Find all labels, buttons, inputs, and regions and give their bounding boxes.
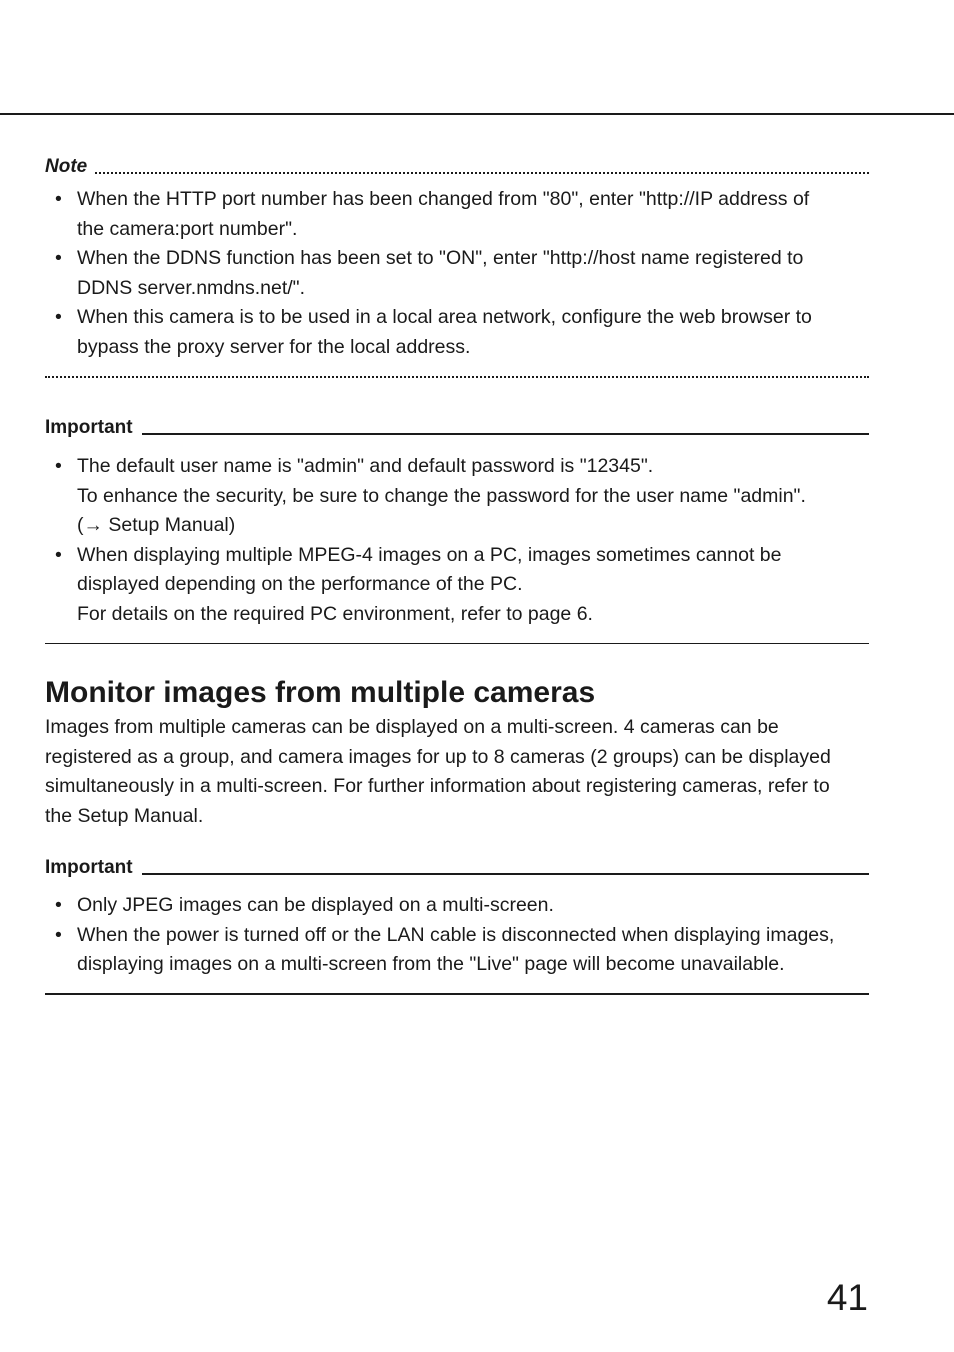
important-header [45, 415, 869, 441]
section-body-line: the Setup Manual. [45, 804, 204, 827]
important-item-line: When displaying multiple MPEG-4 images on a PC, images sometimes cannot be [77, 543, 782, 566]
important-rule [142, 433, 869, 435]
important-item-line: The default user name is "admin" and default password is "12345". [77, 455, 654, 477]
bullet-icon: • [55, 923, 62, 946]
note-header [45, 154, 869, 180]
important-item-line: For details on the required PC environment, refer to page 6. [77, 602, 593, 625]
important-end-rule [45, 643, 869, 644]
section-body-line: registered as a group, and camera images for up to 8 cameras (2 groups) can be displayed [45, 745, 831, 768]
section-title: Monitor images from multiple cameras [45, 676, 596, 709]
note-item-line: bypass the proxy server for the local address. [77, 335, 471, 358]
bullet-icon: • [55, 543, 62, 566]
note-item-line: When this camera is to be used in a local area network, configure the web browser to [77, 306, 812, 328]
important-item [45, 891, 875, 921]
important-item-line: Only JPEG images can be displayed on a multi-screen. [77, 894, 554, 916]
important-item [45, 452, 869, 541]
important-rule [142, 873, 869, 875]
note-item-line: the camera:port number". [77, 217, 298, 240]
note-item-line: DDNS server.nmdns.net/". [77, 276, 306, 299]
note-label: Note [45, 156, 88, 177]
important-item-line: To enhance the security, be sure to change the password for the user name "admin". [77, 484, 806, 507]
note-item [45, 185, 869, 244]
note-item [45, 303, 869, 362]
important-list [45, 891, 875, 980]
important-header [45, 855, 869, 881]
important-item [45, 921, 875, 980]
note-item-line: When the DDNS function has been set to "ON", enter "http://host name registered to [77, 247, 804, 269]
section-body-line: simultaneously in a multi-screen. For further information about registering cameras, refer to [45, 775, 830, 797]
note-item [45, 244, 869, 303]
important-item-line: (→ Setup Manual) [77, 514, 236, 536]
note-end-rule [45, 376, 869, 378]
note-dotted-rule [95, 172, 869, 174]
bullet-icon: • [55, 247, 62, 269]
note-item-line: When the HTTP port number has been changed from "80", enter "http://IP address of [77, 188, 810, 210]
important-end-rule [45, 993, 869, 995]
bullet-icon: • [55, 188, 62, 210]
header-rule [0, 113, 954, 115]
important-label: Important [45, 417, 133, 438]
important-list [45, 452, 869, 629]
section-body [45, 713, 875, 831]
important-label: Important [45, 857, 133, 878]
bullet-icon: • [55, 894, 62, 916]
bullet-icon: • [55, 306, 62, 328]
important-item-line: displayed depending on the performance of the PC. [77, 573, 523, 595]
section-body-line: Images from multiple cameras can be displayed on a multi-screen. 4 cameras can be [45, 716, 779, 738]
important-item [45, 541, 869, 630]
important-item-line: displaying images on a multi-screen from the "Live" page will become unavailable. [77, 953, 785, 975]
note-list [45, 185, 869, 362]
page-number: 41 [826, 1277, 868, 1318]
bullet-icon: • [55, 455, 62, 477]
important-item-line: When the power is turned off or the LAN cable is disconnected when displaying images, [77, 923, 835, 946]
